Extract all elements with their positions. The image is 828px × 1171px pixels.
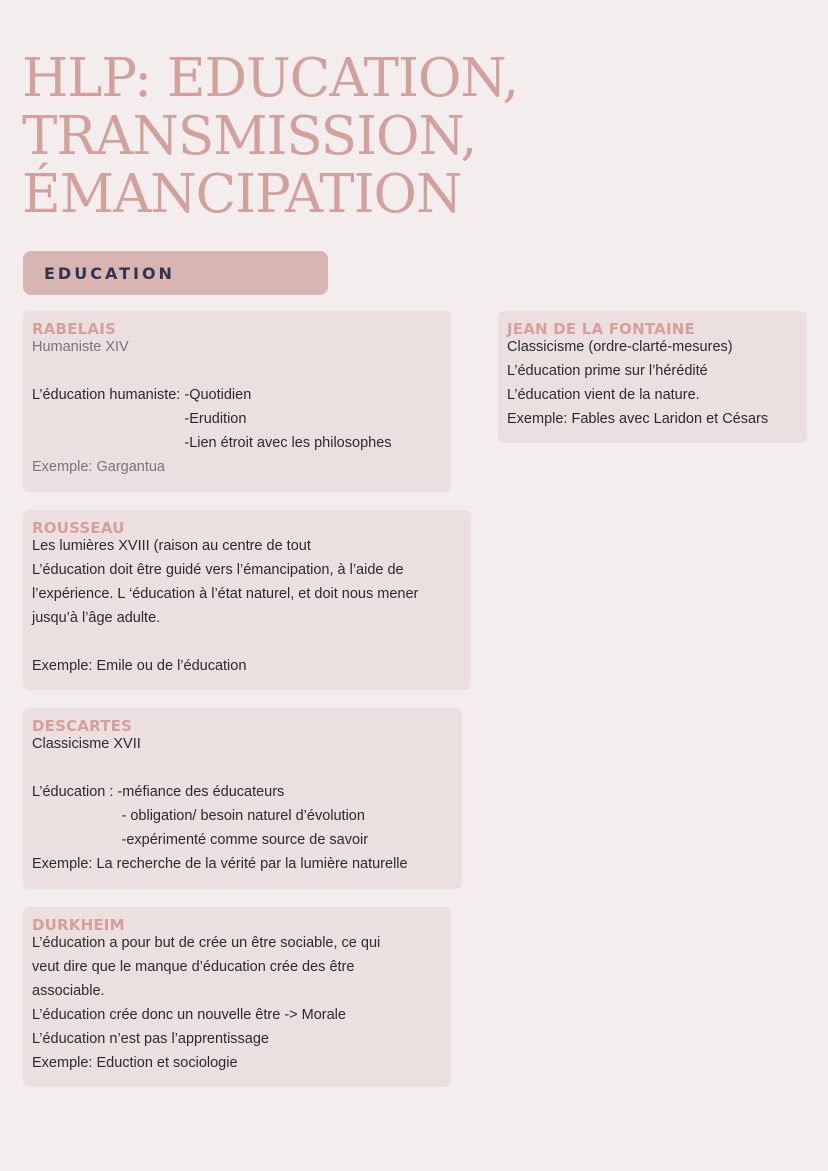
card-rousseau bbox=[23, 510, 471, 690]
card-text: L’éducation vient de la nature. bbox=[507, 387, 700, 403]
card-title: JEAN DE LA FONTAINE bbox=[507, 320, 695, 338]
page-title bbox=[22, 50, 518, 224]
card-text: Humaniste XIV bbox=[32, 339, 129, 355]
education-list bbox=[32, 383, 442, 455]
card-text: Classicisme XVII bbox=[32, 736, 141, 752]
list-item: - obligation/ besoin naturel d’évolution bbox=[117, 808, 365, 824]
card-example: Exemple: Emile ou de l’éducation bbox=[32, 658, 247, 674]
card-text: L’éducation n’est pas l’apprentissage bbox=[32, 1031, 269, 1047]
list-item: -Lien étroit avec les philosophes bbox=[184, 435, 392, 451]
card-title: DURKHEIM bbox=[32, 916, 125, 934]
title-line: HLP: EDUCATION, bbox=[22, 48, 519, 109]
list-label: L’éducation humaniste: bbox=[32, 387, 185, 403]
card-title: DESCARTES bbox=[32, 717, 133, 735]
card-text: veut dire que le manque d’éducation crée des être bbox=[32, 959, 355, 975]
list-item: -expérimenté comme source de savoir bbox=[117, 832, 369, 848]
card-text: jusqu’à l’âge adulte. bbox=[32, 610, 161, 626]
card-example: Exemple: Fables avec Laridon et Césars bbox=[507, 411, 769, 427]
list-item: -méfiance des éducateurs bbox=[117, 784, 285, 800]
card-la-fontaine bbox=[498, 311, 807, 443]
card-text: L’éducation a pour but de crée un être sociable, ce qui bbox=[32, 935, 381, 951]
card-text: L’éducation prime sur l’hérédité bbox=[507, 363, 708, 379]
education-list bbox=[32, 780, 453, 852]
card-example: Exemple: Gargantua bbox=[32, 459, 165, 475]
section-header-education: EDUCATION bbox=[23, 251, 328, 295]
card-title: ROUSSEAU bbox=[32, 519, 125, 537]
list-item: -Erudition bbox=[184, 411, 247, 427]
card-example: Exemple: La recherche de la vérité par la lumière naturelle bbox=[32, 856, 408, 872]
title-line: ÉMANCIPATION bbox=[22, 164, 462, 225]
list-label: L’éducation : bbox=[32, 784, 118, 800]
card-title: RABELAIS bbox=[32, 320, 116, 338]
list-item: -Quotidien bbox=[184, 387, 252, 403]
card-text: associable. bbox=[32, 983, 105, 999]
card-text: L’éducation doit être guidé vers l’émancipation, à l’aide de bbox=[32, 562, 404, 578]
title-line: TRANSMISSION, bbox=[22, 106, 477, 167]
card-durkheim bbox=[23, 907, 451, 1087]
card-example: Exemple: Eduction et sociologie bbox=[32, 1055, 238, 1071]
card-text: Les lumières XVIII (raison au centre de tout bbox=[32, 538, 311, 554]
card-text: L’éducation crée donc un nouvelle être -> Morale bbox=[32, 1007, 346, 1023]
card-rabelais bbox=[23, 311, 451, 492]
card-text: l’expérience. L ‘éducation à l’état naturel, et doit nous mener bbox=[32, 586, 419, 602]
card-text: Classicisme (ordre-clarté-mesures) bbox=[507, 339, 733, 355]
card-descartes bbox=[23, 708, 462, 889]
